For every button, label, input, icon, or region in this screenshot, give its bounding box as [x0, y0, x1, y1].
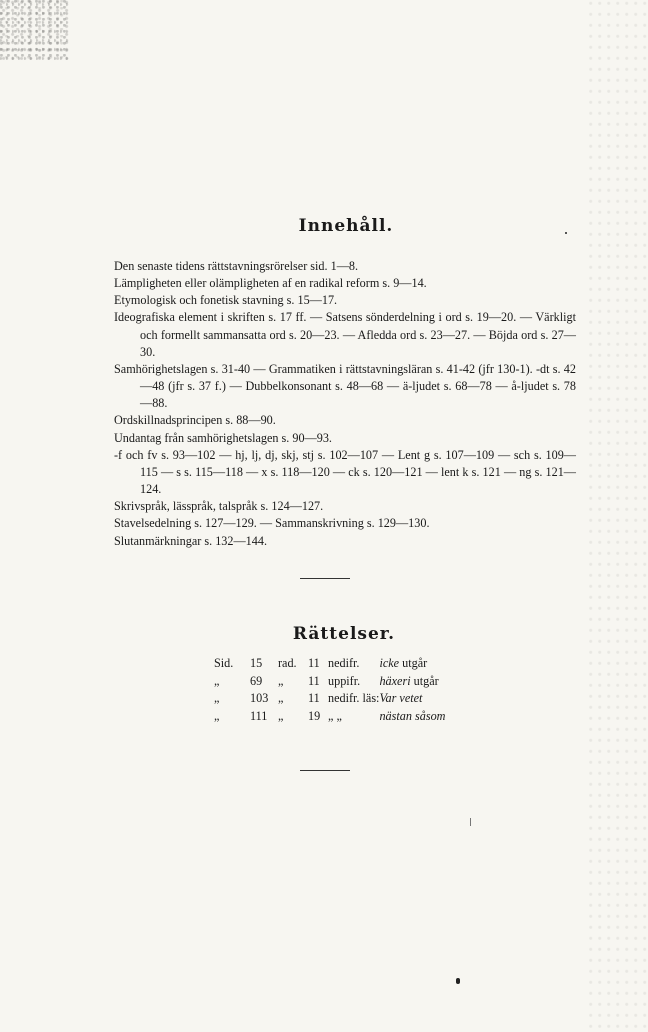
toc-entry: Undantag från samhörighetslagen s. 90—93.: [114, 430, 332, 445]
toc-entry: Etymologisk och fonetisk stavning s. 15—17.: [114, 293, 338, 308]
errata-correction: [379, 673, 445, 691]
toc-entry: Lämpligheten eller olämpligheten af en radikal reform s. 9—14.: [114, 276, 427, 291]
errata-rad: „: [278, 673, 284, 688]
errata-line: 19: [308, 708, 321, 723]
toc-entry: Den senaste tidens rättstavningsrörelser sid. 1—8.: [114, 259, 359, 273]
scan-mark: [456, 978, 460, 984]
errata-correction: [379, 690, 445, 708]
errata-direction: „ „: [328, 708, 342, 723]
errata-rest: utgår: [402, 656, 428, 670]
errata-line: 11: [308, 673, 320, 688]
errata-rad: „: [278, 691, 284, 705]
errata-prefix: Sid.: [214, 656, 234, 670]
errata-word: Var vetet: [379, 691, 423, 705]
toc-entry: Slutanmärkningar s. 132—144.: [114, 533, 268, 548]
errata-title: Rättelser.: [292, 624, 396, 644]
toc-list: [114, 258, 576, 550]
section-divider: [300, 770, 350, 771]
errata-row: [210, 673, 445, 691]
errata-word: häxeri: [379, 673, 411, 688]
errata-line: 11: [308, 691, 320, 705]
errata-page: 15: [250, 656, 263, 670]
scan-noise-right-decoration: [588, 0, 648, 1032]
toc-entry: Samhörighetslagen s. 31-40 — Grammatiken i rättstavningsläran s. 41-42 (jfr 130-1). -dt s. 42—48 (jfr s. 37 f.) — Dubbelkonsonant s. 48—68 — ä-ljudet s. 68—78 — å-ljudet s. 78—88.: [114, 361, 576, 411]
section-divider: [300, 578, 350, 579]
toc-entry: Ordskillnadsprincipen s. 88—90.: [114, 413, 276, 428]
errata-direction: nedifr. läs:: [328, 691, 380, 705]
errata-rest: utgår: [413, 673, 439, 688]
errata-direction: nedifr.: [328, 656, 360, 670]
errata-word: nästan såsom: [379, 708, 446, 723]
errata-rad: „: [278, 708, 284, 723]
errata-correction: [379, 708, 445, 726]
errata-table: [210, 655, 445, 725]
toc-entry: Ideografiska element i skriften s. 17 ff. — Satsens sönderdelning i ord s. 19—20. — Värkligt och formellt sammansatta ord s. 20—23. — Afledda ord s. 23—27. — Böjda ord s. 27—30.: [114, 310, 576, 359]
errata-row: [210, 708, 445, 726]
errata-page: 69: [250, 673, 263, 688]
errata-word: icke: [379, 656, 400, 670]
errata-rad: rad.: [278, 656, 297, 670]
scan-mark: [470, 818, 471, 826]
errata-prefix: „: [214, 691, 220, 705]
errata-row: [210, 655, 445, 673]
toc-entry: Skrivspråk, lässpråk, talspråk s. 124—127.: [114, 499, 324, 514]
toc-title: Innehåll.: [298, 216, 394, 236]
toc-entry: -f och fv s. 93—102 — hj, lj, dj, skj, stj s. 102—107 — Lent g s. 107—109 — sch s. 109—115 — s s. 115—118 — x s. 118—120 — ck s. 120—121 — lent k s. 121 — ng s. 121—124.: [114, 447, 576, 497]
toc-entry: Stavelsedelning s. 127—129. — Sammanskrivning s. 129—130.: [114, 516, 430, 531]
scan-noise-decoration: [0, 0, 70, 60]
errata-correction: [379, 655, 445, 673]
errata-prefix: „: [214, 673, 220, 688]
errata-page: 111: [250, 708, 268, 723]
errata-direction: uppifr.: [328, 673, 361, 688]
errata-line: 11: [308, 656, 320, 670]
errata-prefix: „: [214, 708, 220, 723]
errata-page: 103: [250, 691, 269, 705]
errata-row: [210, 690, 445, 708]
